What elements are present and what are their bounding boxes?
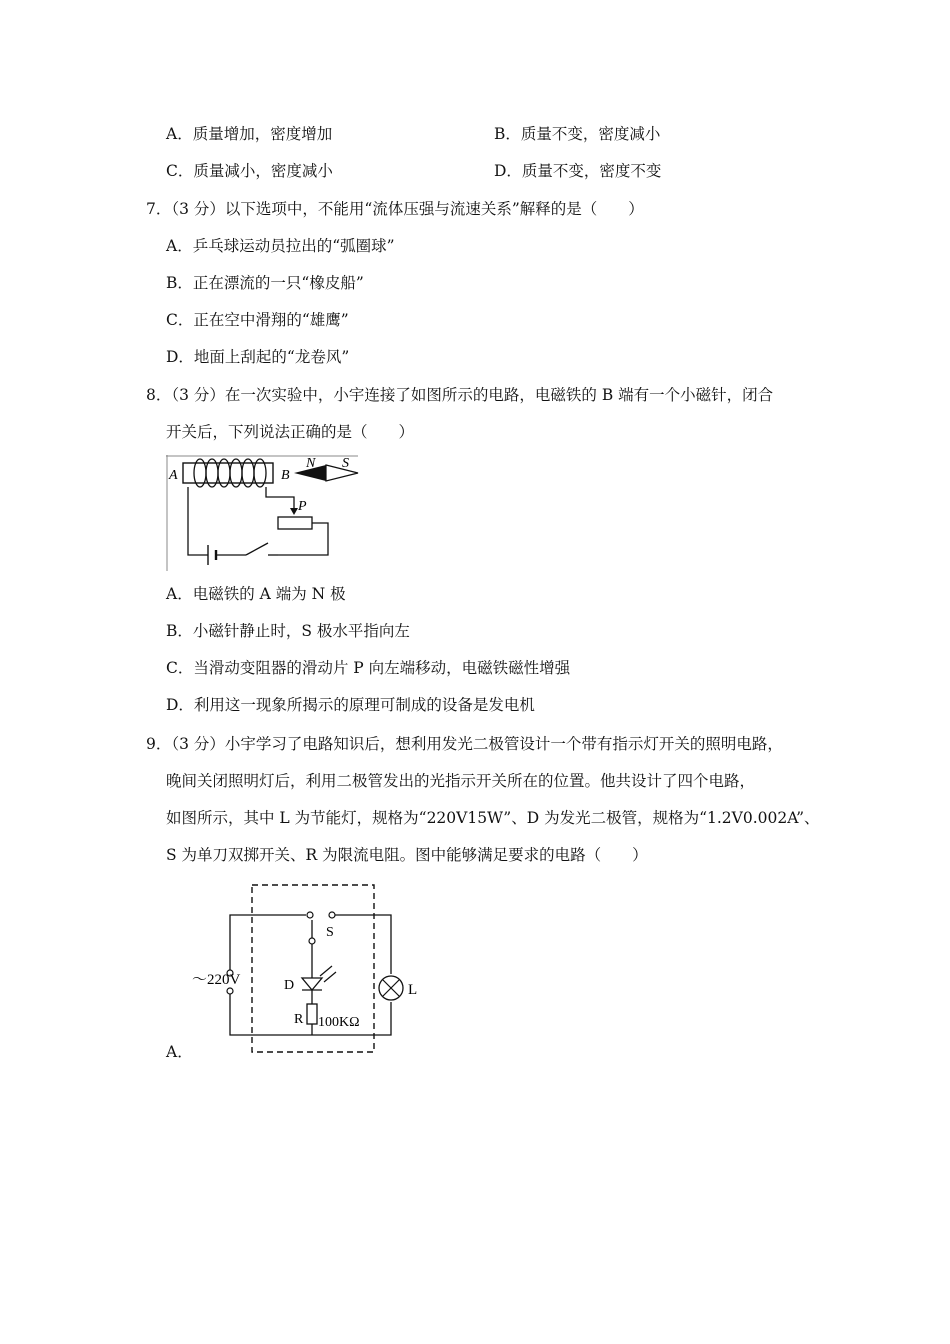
- q7-option-b: B．正在漂流的一只“橡皮船”: [166, 274, 364, 292]
- led-switch-circuit-figure-a: [186, 880, 426, 1058]
- q6-option-d: D．质量不变，密度不变: [494, 162, 662, 180]
- electromagnet-core: [183, 463, 273, 483]
- q9-stem-line2: 晚间关闭照明灯后，利用二极管发出的光指示开关所在的位置。他共设计了四个电路，: [166, 772, 756, 790]
- q8-stem-line2: 开关后，下列说法正确的是（ ）: [166, 423, 415, 441]
- q7-stem: 7．（3 分）以下选项中，不能用“流体压强与流速关系”解释的是（ ）: [146, 200, 644, 218]
- label-p: P: [298, 499, 307, 514]
- q9-stem-line1: 9．（3 分）小宇学习了电路知识后，想利用发光二极管设计一个带有指示灯开关的照明电路，: [146, 735, 783, 753]
- q8-option-b: B．小磁针静止时，S 极水平指向左: [166, 622, 410, 640]
- label-a: A: [169, 468, 178, 483]
- q9-stem-line3: 如图所示，其中 L 为节能灯，规格为“220V15W”、D 为发光二极管，规格为“1.2V0.002A”、: [166, 809, 820, 827]
- resistor: [307, 1004, 317, 1024]
- label-s: S: [342, 456, 349, 471]
- q6-option-a: A．质量增加，密度增加: [166, 125, 333, 143]
- q6-option-c: C．质量减小，密度减小: [166, 162, 333, 180]
- switch-contact-right: [329, 912, 335, 918]
- switch-contact-left: [307, 912, 313, 918]
- led-diode: [302, 978, 322, 990]
- q7-option-d: D．地面上刮起的“龙卷风”: [166, 348, 350, 366]
- q8-stem-line1: 8．（3 分）在一次实验中，小宇连接了如图所示的电路，电磁铁的 B 端有一个小磁针，闭合: [146, 386, 774, 404]
- supply-voltage: ～220V: [192, 972, 241, 988]
- slider-arrow: [290, 508, 298, 515]
- q8-option-c: C．当滑动变阻器的滑动片 P 向左端移动，电磁铁磁性增强: [166, 659, 571, 677]
- q7-option-c: C．正在空中滑翔的“雄鹰”: [166, 311, 349, 329]
- electromagnet-circuit-figure: [166, 455, 366, 573]
- wire-to-slider: [266, 487, 294, 513]
- q9-option-a: A．: [166, 1043, 193, 1061]
- label-b: B: [281, 468, 290, 483]
- led-ray-1: [320, 966, 332, 976]
- resistance-value: 100KΩ: [318, 1015, 360, 1030]
- wire-top-right: [334, 915, 391, 974]
- q6-option-b: B．质量不变，密度减小: [494, 125, 661, 143]
- wire-top-left: [230, 915, 306, 970]
- label-n: N: [306, 456, 316, 471]
- q7-option-a: A．乒乓球运动员拉出的“弧圈球”: [166, 237, 395, 255]
- switch-blade: [246, 543, 268, 555]
- q9-stem-line4: S 为单刀双掷开关、R 为限流电阻。图中能够满足要求的电路（ ）: [166, 846, 648, 864]
- switch-pivot: [309, 938, 315, 944]
- label-s: S: [326, 925, 334, 940]
- q8-option-d: D．利用这一现象所揭示的原理可制成的设备是发电机: [166, 696, 535, 714]
- rheostat: [278, 517, 312, 529]
- label-d: D: [284, 978, 295, 993]
- label-l: L: [408, 982, 418, 998]
- label-r: R: [294, 1012, 304, 1027]
- led-ray-2: [324, 972, 336, 982]
- wire-left: [188, 487, 208, 555]
- terminal-bottom: [227, 988, 233, 994]
- q8-option-a: A．电磁铁的 A 端为 N 极: [166, 585, 346, 603]
